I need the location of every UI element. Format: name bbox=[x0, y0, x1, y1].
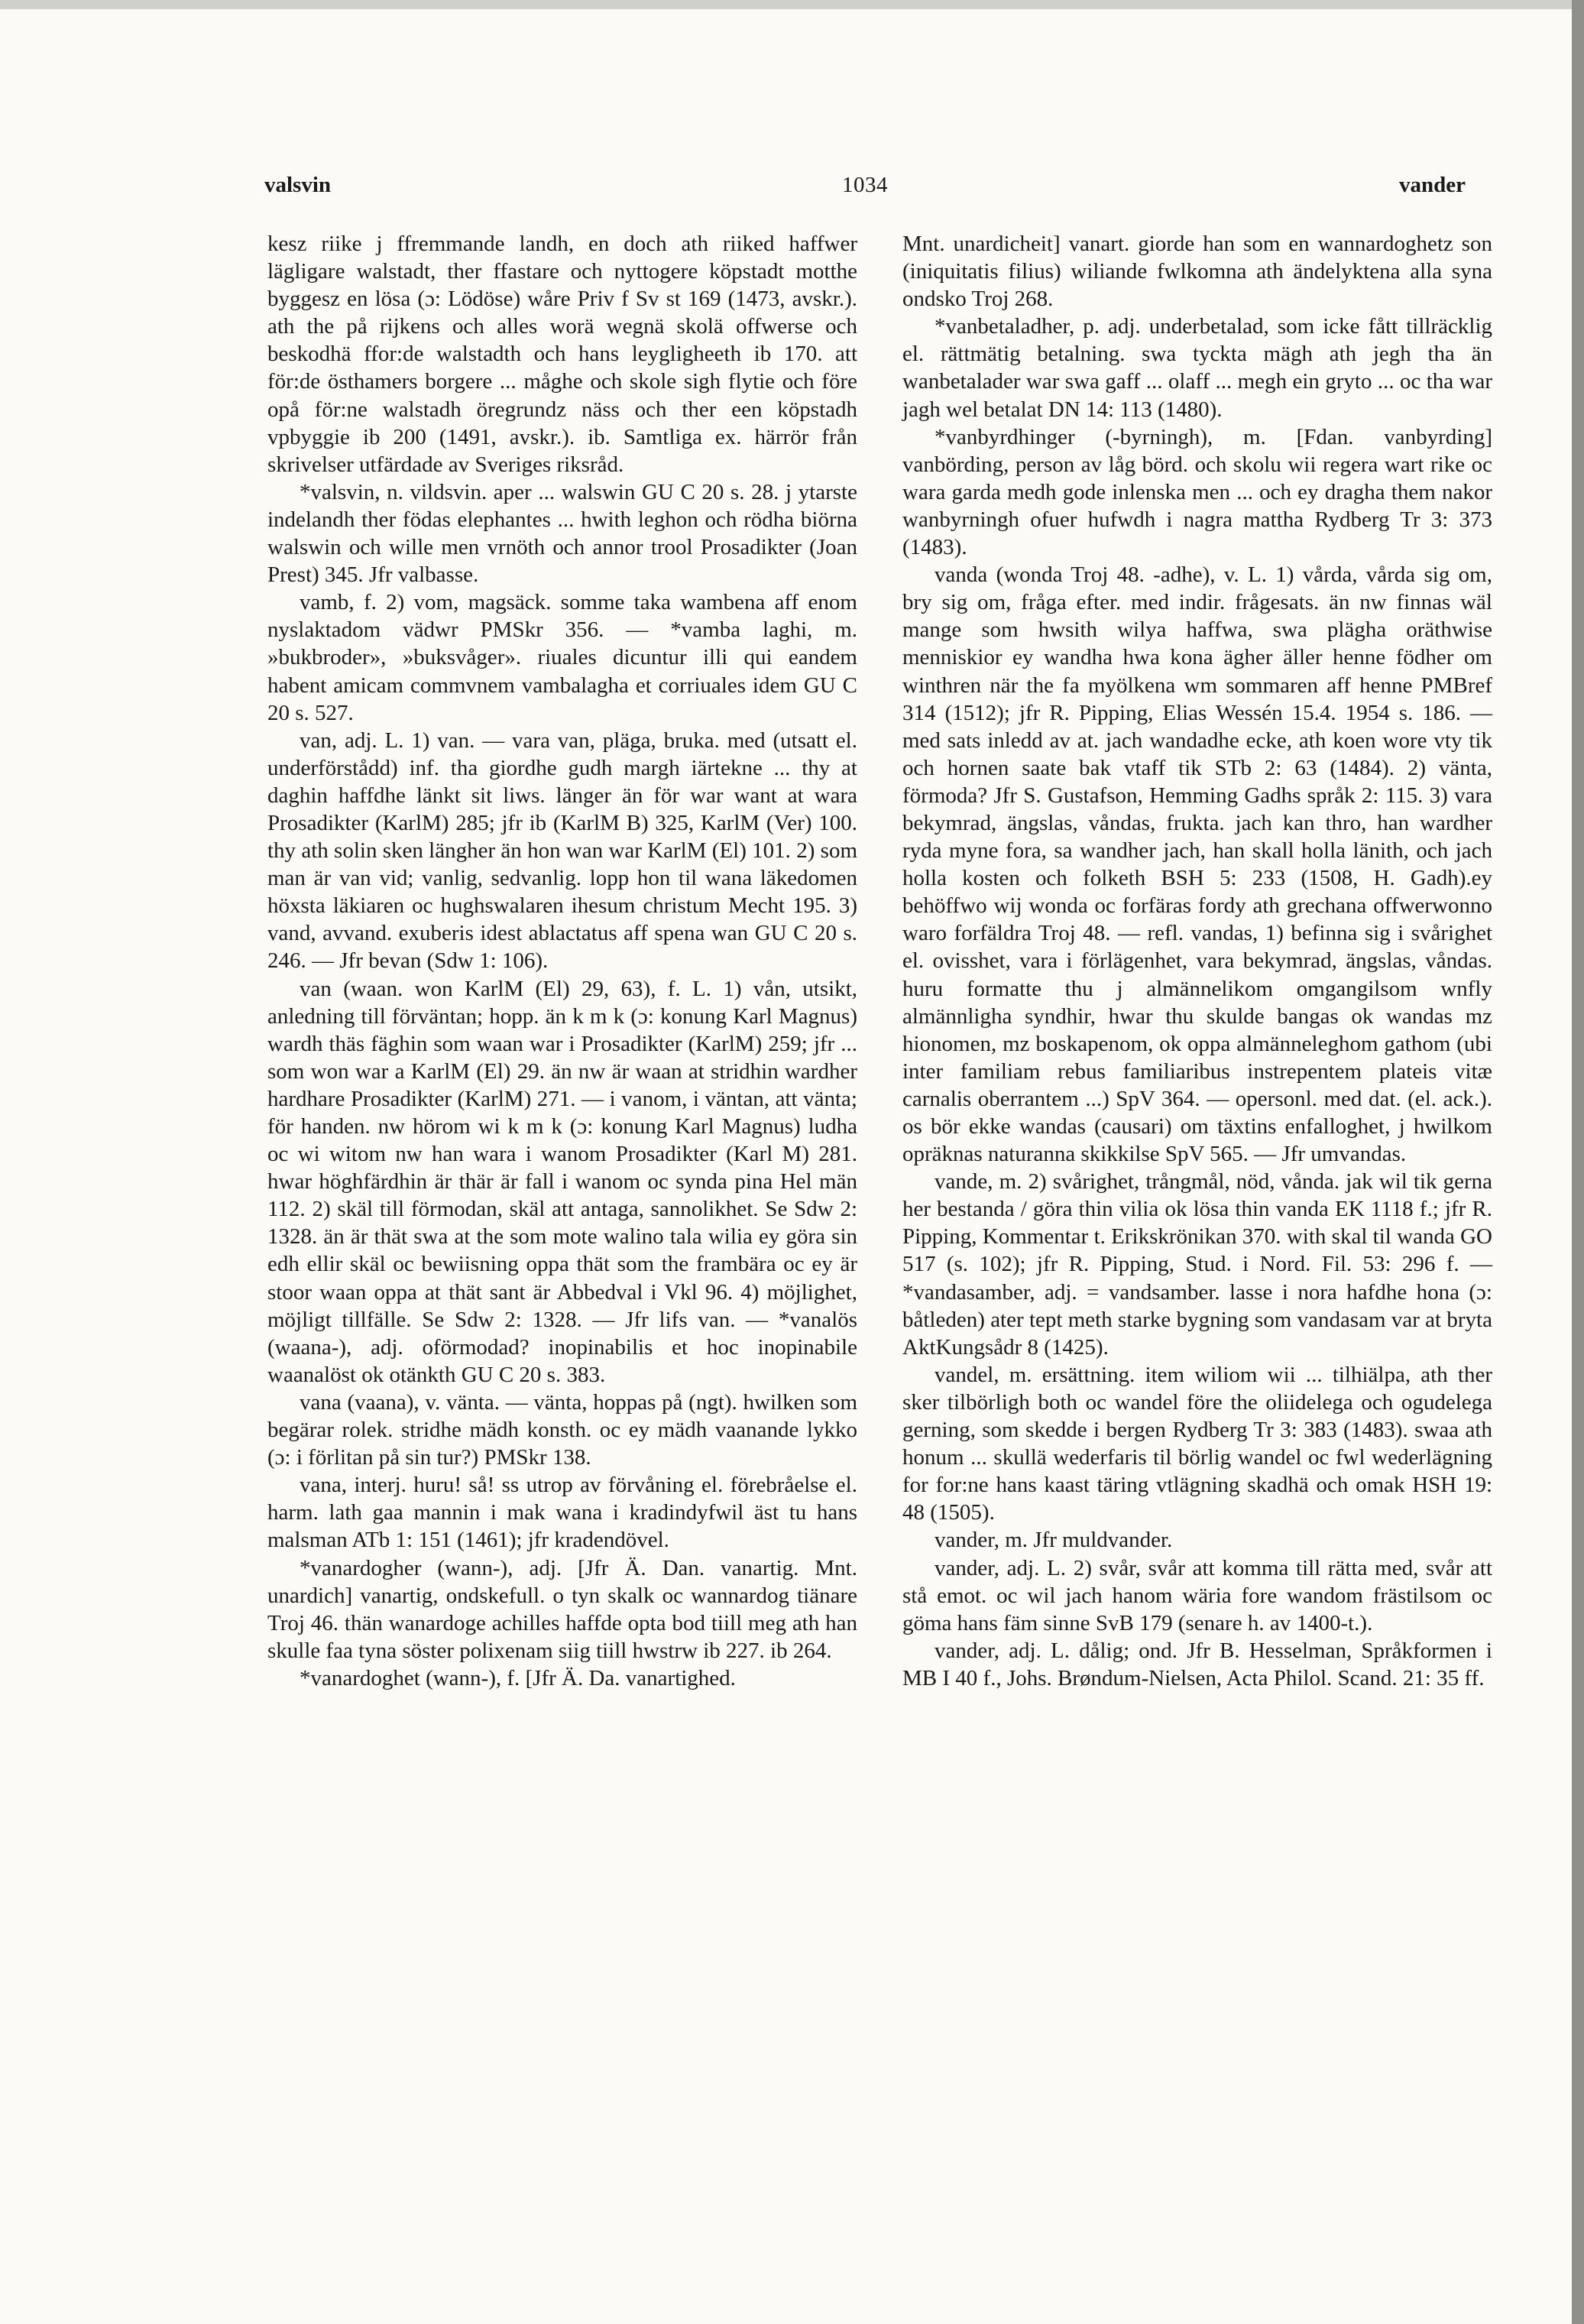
dictionary-entry: van, adj. L. 1) van. — vara van, pläga, bruka. med (utsatt el. underförstådd) inf. tha giordhe gudh margh iärtekne ... thy at daghin haffdhe länkt sit liws. länger än för war want at wara Prosadikter (KarlM) 285; jfr ib (KarlM B) 325, KarlM (Ver) 100. thy ath solin sken längher än hon wan war KarlM (El) 101. 2) som man är van vid; vanlig, sedvanlig. lopp hon til wana läkedomen höxsta läkiaren oc hughswalaren ihesum christum Mecht 195. 3) vand, avvand. exuberis idest ablactatus aff spena wan GU C 20 s. 246. — Jfr bevan (Sdw 1: 106). bbox=[267, 728, 857, 974]
left-column bbox=[267, 230, 857, 1692]
dictionary-entry: *vanardoghet (wann-), f. [Jfr Ä. Da. vanartighed. bbox=[300, 1665, 736, 1690]
dictionary-entry: vanda (wonda Troj 48. -adhe), v. L. 1) vårda, vårda sig om, bry sig om, fråga efter. med indir. frågesats. än nw finnas wäl mange som hwsith wilya haffwa, swa plägha oräthwise menniskior ey wandha hwa kona ägher äller henne födher om winthren när the fa myölkena wm sommaren aff henne PMBref 314 (1512); jfr R. Pipping, Elias Wessén 15.4. 1954 s. 186. — med sats inledd av at. jach wandadhe ecke, ath koen wore vty tik och hornen saate bak vtaff tik STb 2: 63 (1484). 2) vänta, förmoda? Jfr S. Gustafson, Hemming Gadhs språk 2: 115. 3) vara bekymrad, ängslas, våndas, frukta. jach kan thro, han wardher ryda myne fora, sa wandher jach, han skall holla länith, och jach holla kosten och folketh BSH 5: 233 (1508, H. Gadh).ey behöffwo wij wonda oc forfäras fordy ath grechana offwerwonno waro forfäldra Troj 48. — refl. vandas, 1) befinna sig i svårighet el. ovisshet, vara i förlägenhet, vara bekymrad, ängslas, våndas. huru formatte thu j almännelikom omgangilsom wnfly almännligha syndhir, hwar thu skulde bangas ok wandas mz hionomen, mz boskapenom, ok oppa almänneleghom gathom (ubi inter familiam rebus familiaribus instrepentem plateis vitæ carnalis oberrantem ...) SpV 364. — opersonl. med dat. (el. ack.). os bör ekke wandas (causari) om täxtins enfalloghet, j hwilkom opräknas naturanna skikkilse SpV 565. — Jfr umvandas. bbox=[902, 562, 1492, 1167]
dictionary-entry: *vanardogher (wann-), adj. [Jfr Ä. Dan. vanartig. Mnt. unardich] vanartig, ondskefull. o tyn skalk oc wannardog tiänare Troj 46. thän wanardoge achilles haffde opta bod tiill meg ath han skulle faa tyna söster polixenam siig tiill hwstrw ib 227. ib 264. bbox=[267, 1555, 857, 1663]
dictionary-entry: vana, interj. huru! så! ss utrop av förvåning el. förebråelse el. harm. lath gaa mannin i mak wana i kradindyfwil äst tu hans malsman ATb 1: 151 (1461); jfr kradendövel. bbox=[267, 1473, 857, 1553]
dictionary-entry: *vanbetaladher, p. adj. underbetalad, som icke fått tillräcklig el. rättmätig betalning. swa tyckta mägh ath jegh tha än wanbetalader war swa gaff ... olaff ... megh ein gryto ... oc tha war jagh wel betalat DN 14: 113 (1480). bbox=[902, 314, 1492, 422]
dictionary-entry: vander, adj. L. dålig; ond. Jfr B. Hesselman, Språkformen i MB I 40 f., Johs. Brøndum-Nielsen, Acta Philol. Scand. 21: 35 ff. bbox=[902, 1638, 1492, 1690]
dictionary-entry: *vanbyrdhinger (-byrningh), m. [Fdan. vanbyrding] vanbörding, person av låg börd. och skolu wii regera wart rike oc wara garda medh gode inlenska men ... och ey dragha them nakor wanbyrningh ofuer hufwdh i nagra mattha Rydberg Tr 3: 373 (1483). bbox=[902, 424, 1492, 560]
dictionary-entry: vamb, f. 2) vom, magsäck. somme taka wambena aff enom nyslaktadom vädwr PMSkr 356. — *vamba laghi, m. »bukbroder», »buksvåger». riuales dicuntur illi qui eandem habent amicam commvnem vambalagha et corriuales idem GU C 20 s. 527. bbox=[267, 590, 857, 725]
dictionary-entry: vana (vaana), v. vänta. — vänta, hoppas på (ngt). hwilken som begärar rolek. stridhe mädh konsth. oc ey mädh vaanande lykko (ɔ: i förlitan på sin tur?) PMSkr 138. bbox=[267, 1389, 857, 1470]
running-head bbox=[264, 173, 1466, 203]
dictionary-entry: kesz riike j ffremmande landh, en doch ath riiked haffwer lägligare walstadt, ther ffastare och nyttogere köpstadt motthe byggesz en lösa (ɔ: Lödöse) wåre Priv f Sv st 169 (1473, avskr.). ath the på rijkens och alles worä wegnä skolä offwerse och beskodhä ffor:de walstadth och hans leygligheeth ib 170. att för:de östhamers borgere ... måghe och skole sigh flytie och före opå för:ne walstadh öregrundz näss och ther een köpstadh vpbyggie ib 200 (1491, avskr.). ib. Samtliga ex. härrör från skrivelser utfärdade av Sveriges riksråd. bbox=[267, 232, 857, 477]
dictionary-entry: *valsvin, n. vildsvin. aper ... walswin GU C 20 s. 28. j ytarste indelandh ther födas elephantes ... hwith leghon och rödha biörna walswin och wille men vrnöth och annor trool Prosadikter (Joan Prest) 345. Jfr valbasse. bbox=[267, 479, 857, 588]
scan-edge-top bbox=[0, 0, 1584, 9]
left-guide-word: valsvin bbox=[264, 173, 332, 197]
dictionary-entry: vander, adj. L. 2) svår, svår att komma till rätta med, svår att stå emot. oc wil jach hanom wäria fore wandom frästilsom oc göma hans fäm sinne SvB 179 (senare h. av 1400-t.). bbox=[902, 1555, 1492, 1635]
page-number: 1034 bbox=[842, 173, 888, 197]
right-guide-word: vander bbox=[1399, 173, 1466, 197]
dictionary-entry: vander, m. Jfr muldvander. bbox=[935, 1528, 1173, 1553]
dictionary-entry: van (waan. won KarlM (El) 29, 63), f. L. 1) vån, utsikt, anledning till förväntan; hopp. än k m k (ɔ: konung Karl Magnus) wardh thäs fäghin som waan war i Prosadikter (KarlM) 259; jfr ... som won war a KarlM (El) 29. än nw är waan at stridhin wardher hardhare Prosadikter (KarlM) 271. — i vanom, i väntan, att vänta; för handen. nw hörom wi k m k (ɔ: konung Karl Magnus) ludha oc wi witom nw han wara i wanom Prosadikter (Karl M) 281. hwar höghfärdhin är thär är fall i wanom oc synda pina Hel män 112. 2) skäl till förmodan, skäl att antaga, sannolikhet. Se Sdw 2: 1328. än är thät swa at the som mote walino tala wilia ey göra sin edh ellir skäl oc bewiisning oppa thät som the frambära oc ey är stoor waan oppa at thät sant är Abbedval i Vkl 96. 4) möjlighet, möjligt tillfälle. Se Sdw 2: 1328. — Jfr lifs van. — *vanalös (waana-), adj. oförmodad? inopinabilis et hoc inopinabile waanalöst ok otänkth GU C 20 s. 383. bbox=[267, 976, 857, 1387]
right-column bbox=[902, 230, 1492, 1692]
dictionary-entry: vandel, m. ersättning. item wiliom wii ... tilhiälpa, ath ther sker tilbörligh both oc wandel före the oliidelega och ogudelega gerning, som skedde i bergen Rydberg Tr 3: 383 (1483). swaa ath honum ... skullä wederfaris til börlig wandel oc fwl wederlägning for for:ne hans kaast täring vtlägning skadhä och omak HSH 19: 48 (1505). bbox=[902, 1362, 1492, 1525]
dictionary-entry: vande, m. 2) svårighet, trångmål, nöd, vånda. jak wil tik gerna her bestanda / göra thin vilia ok lösa thin vanda EK 1118 f.; jfr R. Pipping, Kommentar t. Erikskrönikan 370. with skal til wanda GO 517 (s. 102); jfr R. Pipping, Stud. i Nord. Fil. 53: 296 f. — *vandasamber, adj. = vandsamber. lasse i nora hafdhe hona (ɔ: båtleden) ater tept meth starke bygning som vandasam var at bryta AktKungsådr 8 (1425). bbox=[902, 1169, 1492, 1360]
scan-edge-right bbox=[1572, 0, 1584, 2324]
dictionary-entry: Mnt. unardicheit] vanart. giorde han som en wannardoghetz son (iniquitatis filius) wiliande fwlkomna ath ändelyktena alla syna ondsko Troj 268. bbox=[902, 232, 1492, 312]
